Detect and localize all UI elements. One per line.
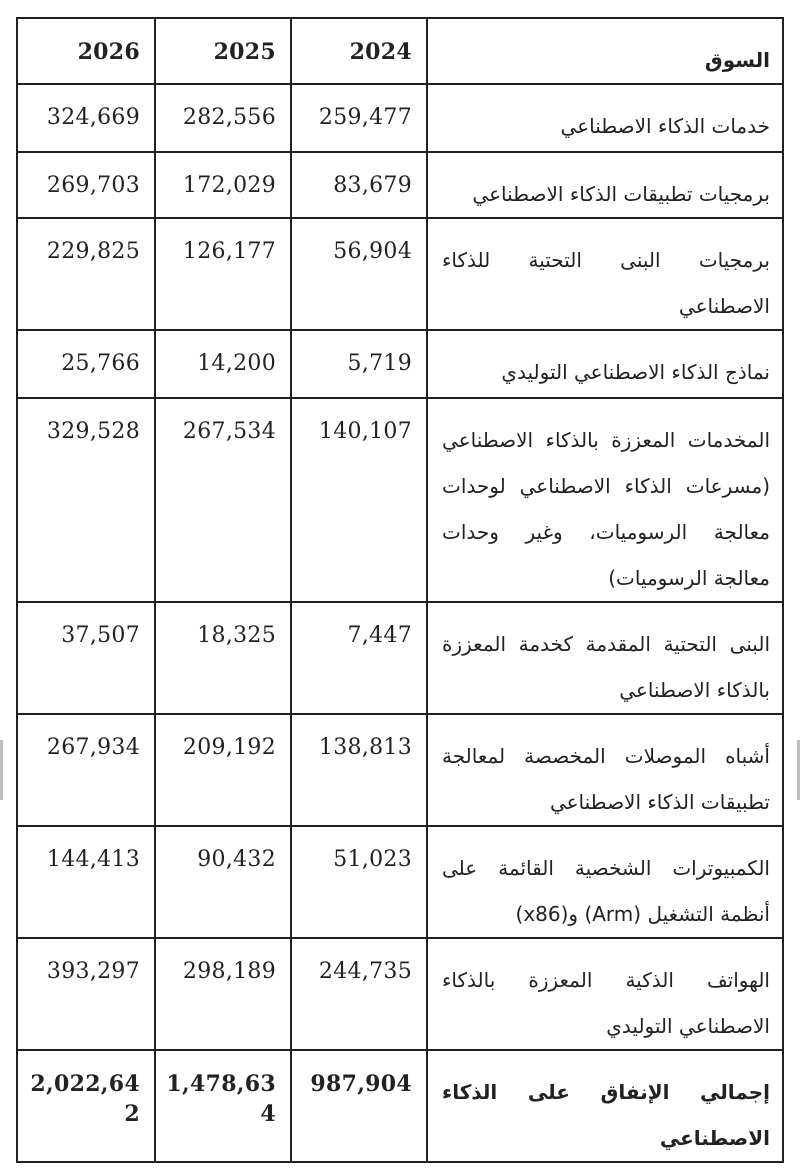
cell-2024: 138,813: [291, 714, 427, 826]
row-label: برمجيات تطبيقات الذكاء الاصطناعي: [427, 152, 783, 218]
row-label: نماذج الذكاء الاصطناعي التوليدي: [427, 330, 783, 398]
row-label: أشباه الموصلات المخصصة لمعالجة تطبيقات الذكاء الاصطناعي: [427, 714, 783, 826]
cell-2026: 25,766: [17, 330, 155, 398]
cell-2026: 269,703: [17, 152, 155, 218]
table-row: [17, 152, 783, 218]
cell-2025: 126,177: [155, 218, 291, 330]
cell-2024: 140,107: [291, 398, 427, 602]
table-row: [17, 938, 783, 1050]
table-row: [17, 602, 783, 714]
row-label: خدمات الذكاء الاصطناعي: [427, 84, 783, 152]
cell-2026: 37,507: [17, 602, 155, 714]
cell-2024: 244,735: [291, 938, 427, 1050]
cell-2024: 56,904: [291, 218, 427, 330]
table-row: [17, 330, 783, 398]
cell-2026: 329,528: [17, 398, 155, 602]
cell-2026: 267,934: [17, 714, 155, 826]
cell-2025: 298,189: [155, 938, 291, 1050]
cell-2024: 83,679: [291, 152, 427, 218]
header-row: [17, 18, 783, 84]
header-2026: 2026: [17, 18, 155, 84]
cell-2026: 229,825: [17, 218, 155, 330]
table-row: [17, 714, 783, 826]
header-market: السوق: [427, 18, 783, 84]
total-2026: 2,022,642: [17, 1050, 155, 1162]
table-row: [17, 826, 783, 938]
cell-2024: 259,477: [291, 84, 427, 152]
table-row: [17, 84, 783, 152]
cell-2025: 90,432: [155, 826, 291, 938]
row-label: البنى التحتية المقدمة كخدمة المعززة بالذكاء الاصطناعي: [427, 602, 783, 714]
total-2025: 1,478,634: [155, 1050, 291, 1162]
cell-2025: 172,029: [155, 152, 291, 218]
cell-2025: 18,325: [155, 602, 291, 714]
cell-2026: 393,297: [17, 938, 155, 1050]
ai-spending-table: [16, 17, 784, 1163]
table-row: [17, 218, 783, 330]
row-label: برمجيات البنى التحتية للذكاء الاصطناعي: [427, 218, 783, 330]
cell-2026: 324,669: [17, 84, 155, 152]
cell-2024: 7,447: [291, 602, 427, 714]
cell-2024: 51,023: [291, 826, 427, 938]
header-2025: 2025: [155, 18, 291, 84]
total-2024: 987,904: [291, 1050, 427, 1162]
total-row: [17, 1050, 783, 1162]
row-label: المخدمات المعززة بالذكاء الاصطناعي (مسرعات الذكاء الاصطناعي لوحدات معالجة الرسوميات، وغير وحدات معالجة الرسوميات): [427, 398, 783, 602]
cell-2025: 282,556: [155, 84, 291, 152]
row-label: الهواتف الذكية المعززة بالذكاء الاصطناعي التوليدي: [427, 938, 783, 1050]
table-row: [17, 398, 783, 602]
total-label: إجمالي الإنفاق على الذكاء الاصطناعي: [427, 1050, 783, 1162]
left-edge-mark: [0, 740, 3, 800]
row-label: الكمبيوترات الشخصية القائمة على أنظمة التشغيل (Arm) و(x86): [427, 826, 783, 938]
cell-2026: 144,413: [17, 826, 155, 938]
cell-2025: 14,200: [155, 330, 291, 398]
cell-2024: 5,719: [291, 330, 427, 398]
cell-2025: 209,192: [155, 714, 291, 826]
cell-2025: 267,534: [155, 398, 291, 602]
header-2024: 2024: [291, 18, 427, 84]
